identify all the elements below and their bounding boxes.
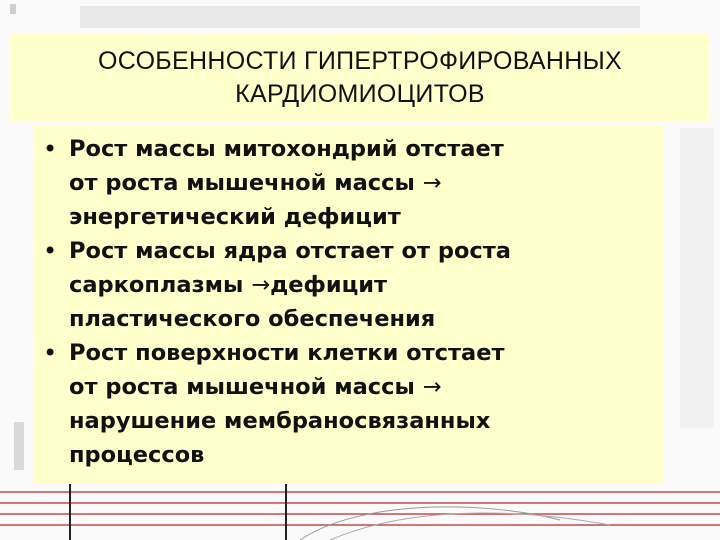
slide-title-line-1: ОСОБЕННОСТИ ГИПЕРТРОФИРОВАННЫХ xyxy=(98,47,622,75)
right-arrow-icon: → xyxy=(422,170,442,196)
bullet-3-line-1: Рост поверхности клетки отстает xyxy=(69,340,505,366)
right-arrow-icon: → xyxy=(251,272,271,298)
right-arrow-icon: → xyxy=(422,374,442,400)
bullet-3-line-4: процессов xyxy=(69,442,205,468)
bullet-marker: • xyxy=(43,237,58,265)
bullet-item-2 xyxy=(39,234,663,336)
bullet-list xyxy=(33,126,663,472)
bullet-marker: • xyxy=(43,135,58,163)
bullet-item-1 xyxy=(39,132,663,234)
bullet-2-line-3: пластического обеспечения xyxy=(69,306,436,332)
bullet-1-line-3: энергетический дефицит xyxy=(69,204,401,230)
bullet-1-line-2: от роста мышечной массы → xyxy=(69,170,442,196)
bullet-marker: • xyxy=(43,339,58,367)
slide-content-box xyxy=(33,126,663,483)
slide-title-line-2: КАРДИОМИОЦИТОВ xyxy=(235,80,485,108)
bullet-3-line-2: от роста мышечной массы → xyxy=(69,374,442,400)
bullet-item-3 xyxy=(39,336,663,472)
bullet-2-line-2: саркоплазмы →дефицит xyxy=(69,272,388,298)
bullet-3-line-3: нарушение мембраносвязанных xyxy=(69,408,491,434)
bullet-2-line-1: Рост массы ядра отстает от роста xyxy=(69,238,511,264)
slide-title-box xyxy=(10,34,710,122)
bullet-1-line-1: Рост массы митохондрий отстает xyxy=(69,136,504,162)
